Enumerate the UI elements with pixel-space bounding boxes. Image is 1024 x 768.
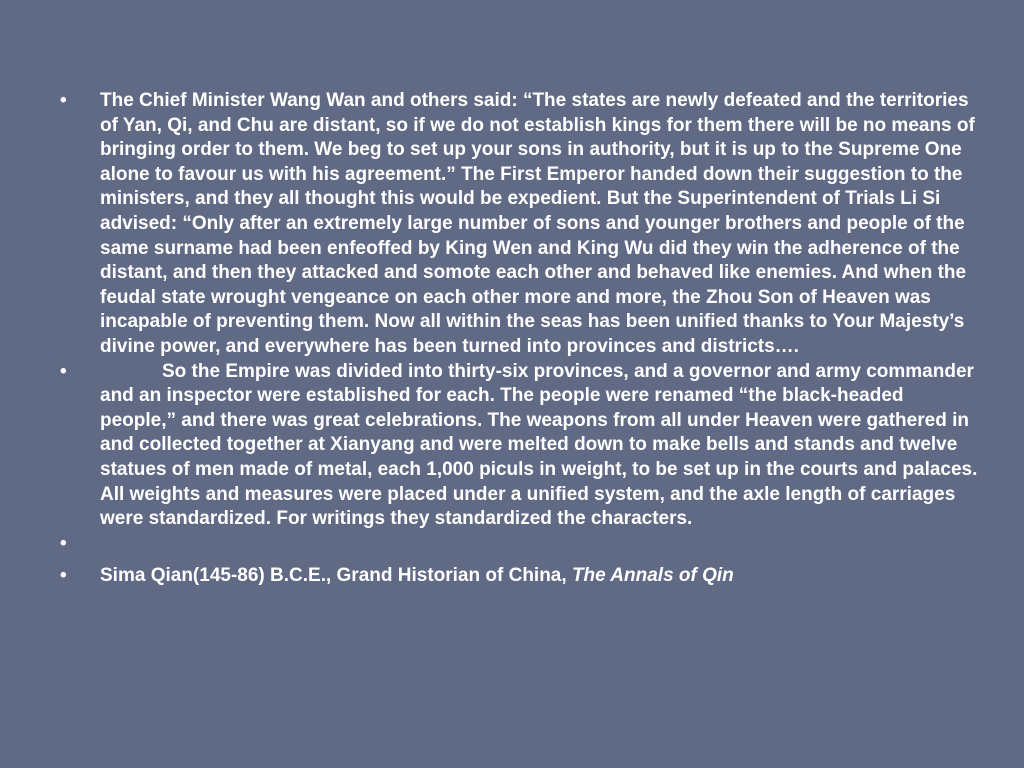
- citation-author: Sima Qian(145-86) B.C.E., Grand Historian of China,: [100, 564, 567, 586]
- quote-paragraph: The Chief Minister Wang Wan and others said: “The states are newly defeated and the territories of Yan, Qi, and Chu are distant, so if we do not establish kings for them there will be no means of bringing order to them. We beg to set up your sons in authority, but it is up to the Supreme One alone to favour us with his agreement.” The First Emperor handed down their suggestion to the ministers, and they all thought this would be expedient. But the Superintendent of Trials Li Si advised: “Only after an extremely large number of sons and younger brothers and people of the same surname had been enfeoffed by King Wen and King Wu did they win the adherence of the distant, and then they attacked and somote each other and behaved like enemies. And when the feudal state wrought vengeance on each other more and more, the Zhou Son of Heaven was incapable of preventing them. Now all within the seas has been unified thanks to Your Majesty’s divine power, and everywhere has been turned into provinces and districts….: [100, 90, 975, 357]
- bullet-icon: •: [60, 90, 67, 111]
- bullet-icon: •: [60, 360, 67, 382]
- empire-paragraph: So the Empire was divided into thirty-six provinces, and a governor and army commander and an inspector were established for each. The people were renamed “the black-headed people,” and there was great celebrations. The weapons from all under Heaven were gathered in and collected together at Xianyang and were melted down to make bells and stands and twelve statues of men made of metal, each 1,000 piculs in weight, to be set up in the courts and palaces. All weights and measures were placed under a unified system, and the axle length of carriages were standardized. For writings they standardized the characters.: [100, 360, 978, 530]
- bullet-icon: •: [60, 564, 67, 586]
- bullet-list: [58, 89, 978, 588]
- bullet-item-citation: [58, 564, 978, 589]
- citation-work-title: The Annals of Qin: [571, 564, 734, 586]
- bullet-item-empire: [58, 360, 978, 532]
- bullet-item-empty: [58, 532, 978, 564]
- bullet-icon: •: [60, 532, 67, 554]
- bullet-item-quote: [58, 89, 978, 360]
- slide-content: [58, 89, 978, 588]
